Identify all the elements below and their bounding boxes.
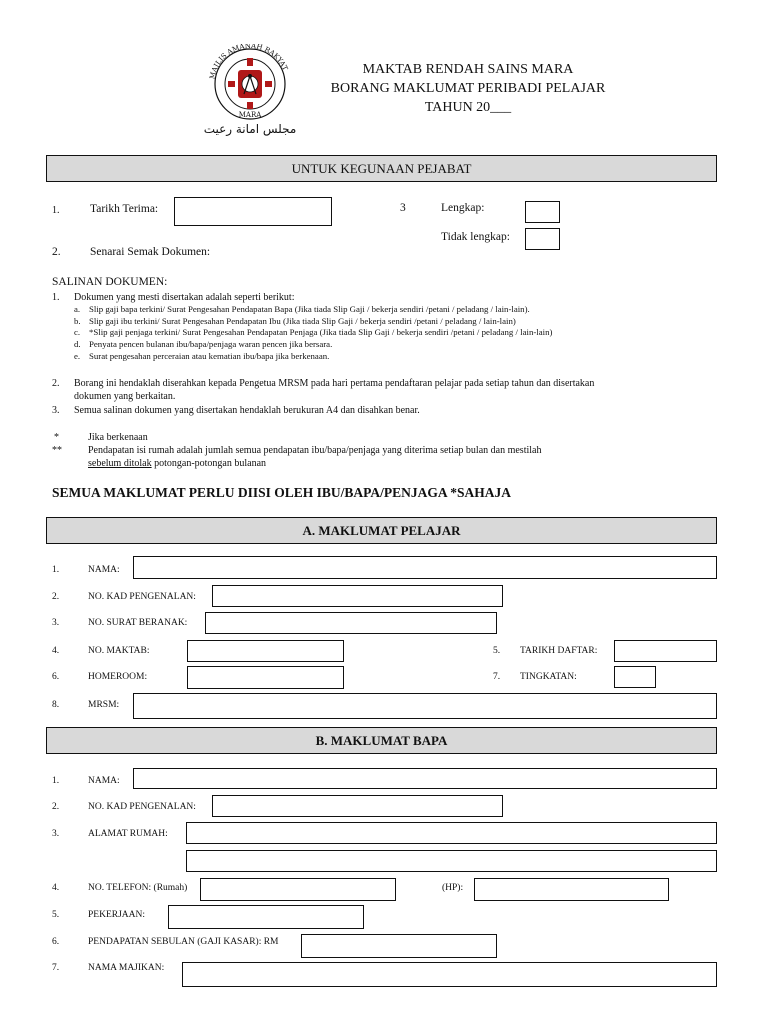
form-year: TAHUN 20___ [424,100,512,115]
mobile-phone-input[interactable] [474,878,669,901]
item-number: 4. [52,883,60,893]
section-a-header: A. MAKLUMAT PELAJAR [46,517,717,544]
item-number: 3. [52,405,60,416]
list-item: Slip gaji ibu terkini/ Surat Pengesahan Pendapatan Ibu (Jika tiada Slip Gaji / bekerja sendiri /petani / peladang / lain-lain) [89,316,516,326]
form-title: BORANG MAKLUMAT PERIBADI PELAJAR [330,81,606,96]
list-item: Slip gaji bapa terkini/ Surat Pengesahan Pendapatan Bapa (Jika tiada Slip Gaji / bekerja sendiri /petani / peladang / lain-lain). [89,304,530,314]
fill-notice: SEMUA MAKLUMAT PERLU DIISI OLEH IBU/BAPA/PENJAGA *SAHAJA [52,485,512,500]
item-number: 7. [493,672,501,682]
homeroom-input[interactable] [187,666,344,689]
mobile-phone-label: (HP): [442,883,464,893]
form-level-label: TINGKATAN: [520,672,577,682]
item-number: 8. [52,700,60,710]
submission-instruction-cont: dokumen yang berkaitan. [74,391,176,402]
list-item: Surat pengesahan perceraian atau kematian ibu/bapa jika berkenaan. [89,351,330,361]
list-key: b. [74,316,81,326]
documents-title: SALINAN DOKUMEN: [52,276,168,288]
item-number: 3. [52,618,60,628]
item-number: 3 [400,202,406,214]
birth-cert-input[interactable] [205,612,497,634]
mrsm-label: MRSM: [88,700,120,710]
student-name-label: NAMA: [88,565,120,575]
footnote-mark: * [54,432,59,443]
incomplete-label: Tidak lengkap: [441,231,510,243]
address-input-line1[interactable] [186,822,717,844]
item-number: 1. [52,776,60,786]
list-key: a. [74,304,81,314]
birth-cert-label: NO. SURAT BERANAK: [88,618,188,628]
footnote-text: Jika berkenaan [88,432,148,443]
occupation-input[interactable] [168,905,364,929]
date-received-label: Tarikh Terima: [90,203,159,215]
complete-checkbox[interactable] [525,201,560,223]
item-number: 1. [52,565,60,575]
college-no-label: NO. MAKTAB: [88,646,150,656]
item-number: 5. [52,910,60,920]
section-b-header: B. MAKLUMAT BAPA [46,727,717,754]
item-number: 7. [52,963,60,973]
address-label: ALAMAT RUMAH: [88,829,168,839]
svg-text:مجلس امانة رعيت: مجلس امانة رعيت [203,122,297,136]
documents-intro: Dokumen yang mesti disertakan adalah seperti berikut: [74,292,295,303]
home-phone-input[interactable] [200,878,396,901]
register-date-label: TARIKH DAFTAR: [520,646,598,656]
date-received-input[interactable] [174,197,332,226]
list-key: d. [74,339,81,349]
item-number: 1. [52,205,60,216]
item-number: 1. [52,292,60,303]
college-no-input[interactable] [187,640,344,662]
school-name: MAKTAB RENDAH SAINS MARA [362,62,574,77]
employer-label: NAMA MAJIKAN: [88,963,165,973]
father-ic-input[interactable] [212,795,503,817]
employer-input[interactable] [182,962,717,987]
address-input-line2[interactable] [186,850,717,872]
footnote-mark: ** [52,445,62,456]
item-number: 2. [52,246,61,258]
income-label: PENDAPATAN SEBULAN (GAJI KASAR): RM [88,937,279,947]
footnote-text: Pendapatan isi rumah adalah jumlah semua pendapatan ibu/bapa/penjaga yang diterima setiap bulan dan mestilah [88,445,542,456]
occupation-label: PEKERJAAN: [88,910,146,920]
svg-text:MARA: MARA [238,111,262,119]
item-number: 2. [52,592,60,602]
item-number: 2. [52,378,60,389]
form-level-input[interactable] [614,666,656,688]
student-name-input[interactable] [133,556,717,579]
size-instruction: Semua salinan dokumen yang disertakan hendaklah berukuran A4 dan disahkan benar. [74,405,420,416]
item-number: 3. [52,829,60,839]
complete-label: Lengkap: [441,202,485,214]
mara-logo [198,44,302,136]
item-number: 2. [52,802,60,812]
student-ic-input[interactable] [212,585,503,607]
father-ic-label: NO. KAD PENGENALAN: [88,802,196,812]
father-name-label: NAMA: [88,776,120,786]
checklist-label: Senarai Semak Dokumen: [90,246,211,258]
income-input[interactable] [301,934,497,958]
list-key: c. [74,327,81,337]
home-phone-label: NO. TELEFON: (Rumah) [88,883,188,893]
list-item: Penyata pencen bulanan ibu/bapa/penjaga waran pencen jika bersara. [89,339,333,349]
student-ic-label: NO. KAD PENGENALAN: [88,592,196,602]
incomplete-checkbox[interactable] [525,228,560,250]
list-key: e. [74,351,81,361]
mrsm-input[interactable] [133,693,717,719]
office-use-header: UNTUK KEGUNAAN PEJABAT [46,155,717,182]
svg-text:MAJLIS AMANAH RAKYAT: MAJLIS AMANAH RAKYAT [208,44,290,80]
homeroom-label: HOMEROOM: [88,672,148,682]
register-date-input[interactable] [614,640,717,662]
footnote-text-cont: sebelum ditolak potongan-potongan bulanan [88,458,267,469]
item-number: 4. [52,646,60,656]
submission-instruction: Borang ini hendaklah diserahkan kepada Pengetua MRSM pada hari pertama pendaftaran pelajar pada setiap tahun dan disertakan [74,378,595,389]
item-number: 6. [52,937,60,947]
list-item: *Slip gaji penjaga terkini/ Surat Pengesahan Pendapatan Penjaga (Jika tiada Slip Gaji / bekerja sendiri /petani / peladang / lain-lain) [89,327,553,337]
item-number: 5. [493,646,501,656]
father-name-input[interactable] [133,768,717,789]
item-number: 6. [52,672,60,682]
